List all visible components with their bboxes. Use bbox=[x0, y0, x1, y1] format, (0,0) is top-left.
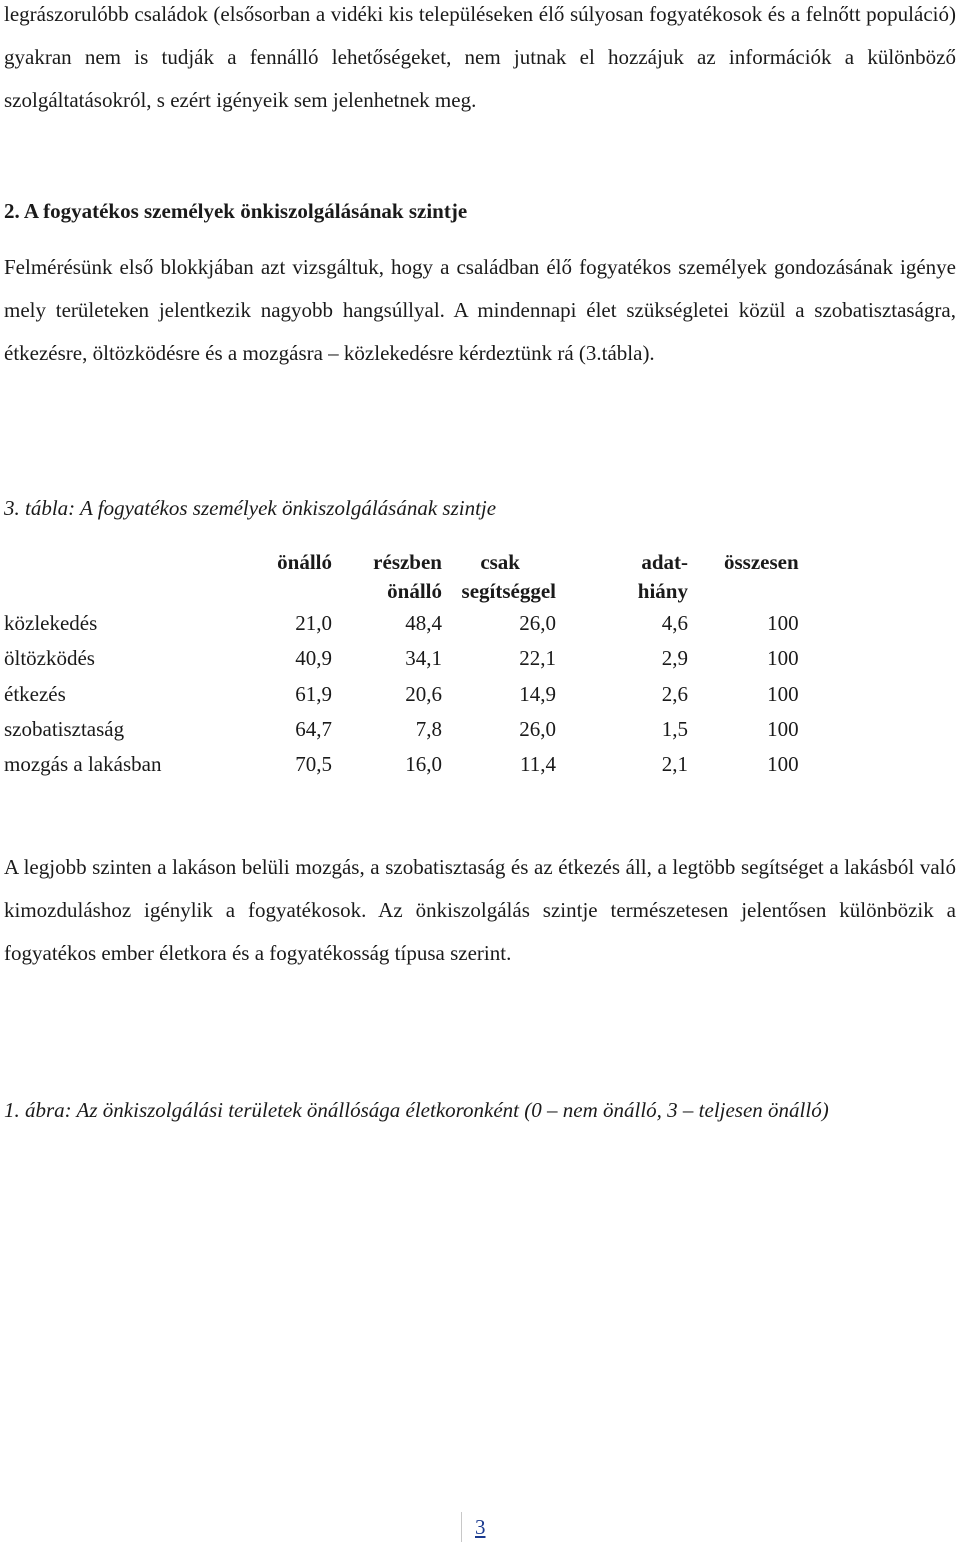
cell-onallo: 70,5 bbox=[295, 752, 332, 777]
header-reszben bbox=[332, 548, 442, 606]
cell-osszesen: 100 bbox=[767, 646, 799, 671]
row-label: mozgás a lakásban bbox=[4, 752, 162, 777]
cell-osszesen: 100 bbox=[767, 681, 799, 706]
self-care-table bbox=[4, 548, 799, 782]
row-label: étkezés bbox=[4, 681, 66, 706]
cell-onallo: 64,7 bbox=[295, 717, 332, 742]
header-onallo bbox=[266, 548, 332, 606]
header-adat-line2: hiány bbox=[637, 579, 688, 603]
table-header-row bbox=[4, 548, 799, 606]
header-osszesen-label: összesen bbox=[724, 550, 799, 574]
header-reszben-line1: részben bbox=[373, 550, 442, 574]
section-heading: 2. A fogyatékos személyek önkiszolgálásának szintje bbox=[4, 199, 468, 223]
row-label: közlekedés bbox=[4, 611, 98, 636]
table-caption: 3. tábla: A fogyatékos személyek önkiszolgálásának szintje bbox=[4, 496, 497, 520]
paragraph-survey: Felmérésünk első blokkjában azt vizsgáltuk, hogy a családban élő fogyatékos személyek gondozásának igénye mely területeken jelentkezik nagyobb hangsúllyal. A mindennapi élet szükségletei közül a szobatisztaságra, étkezésre, öltözködésre és a mozgásra – közlekedésre kérdeztünk rá (3.tábla). bbox=[4, 255, 956, 365]
header-csak-line2: segítséggel bbox=[461, 579, 556, 603]
paragraph-intro: legrászorulóbb családok (elsősorban a vidéki kis településeken élő súlyosan fogyatékosok és a felnőtt populáció) gyakran nem is tudják a fennálló lehetőségeket, nem jutnak el hozzájuk az információk a különböző szolgáltatásokról, s ezért igényeik sem jelenhetnek meg. bbox=[4, 2, 956, 112]
cell-osszesen: 100 bbox=[767, 611, 799, 636]
cell-adat: 4,6 bbox=[661, 611, 688, 636]
cell-adat: 2,9 bbox=[661, 646, 688, 671]
page-number-link[interactable]: 3 bbox=[461, 1512, 486, 1542]
cell-reszben: 16,0 bbox=[405, 752, 442, 777]
cell-csak: 26,0 bbox=[519, 717, 556, 742]
paragraph-results: A legjobb szinten a lakáson belüli mozgás, a szobatisztaság és az étkezés áll, a legtöbb segítséget a lakásból való kimozduláshoz igénylik a fogyatékosok. Az önkiszolgálás szintje természetesen jelentősen különbözik a fogyatékos ember életkora és a fogyatékosság típusa szerint. bbox=[4, 855, 956, 965]
cell-reszben: 7,8 bbox=[415, 717, 442, 742]
header-onallo-label: önálló bbox=[277, 550, 332, 574]
cell-adat: 2,6 bbox=[661, 681, 688, 706]
header-csak-line1: csak bbox=[480, 550, 520, 574]
cell-onallo: 40,9 bbox=[295, 646, 332, 671]
table-row bbox=[4, 712, 799, 747]
row-label: öltözködés bbox=[4, 646, 95, 671]
cell-onallo: 21,0 bbox=[295, 611, 332, 636]
cell-csak: 22,1 bbox=[519, 646, 556, 671]
cell-reszben: 34,1 bbox=[405, 646, 442, 671]
table-row bbox=[4, 606, 799, 641]
table-row bbox=[4, 747, 799, 782]
table-row bbox=[4, 677, 799, 712]
header-adat-line1: adat- bbox=[641, 550, 688, 574]
cell-reszben: 20,6 bbox=[405, 681, 442, 706]
cell-osszesen: 100 bbox=[767, 752, 799, 777]
cell-adat: 2,1 bbox=[661, 752, 688, 777]
cell-csak: 11,4 bbox=[520, 752, 556, 777]
cell-osszesen: 100 bbox=[767, 717, 799, 742]
figure-caption: 1. ábra: Az önkiszolgálási területek önállósága életkoronként (0 – nem önálló, 3 – teljesen önálló) bbox=[4, 1098, 829, 1122]
header-reszben-line2: önálló bbox=[387, 579, 442, 603]
cell-onallo: 61,9 bbox=[295, 681, 332, 706]
header-adat bbox=[556, 548, 688, 606]
table-row bbox=[4, 641, 799, 676]
header-osszesen bbox=[688, 548, 799, 606]
header-csak bbox=[442, 548, 556, 606]
cell-csak: 26,0 bbox=[519, 611, 556, 636]
row-label: szobatisztaság bbox=[4, 717, 125, 742]
header-empty bbox=[4, 548, 266, 606]
cell-csak: 14,9 bbox=[519, 681, 556, 706]
cell-reszben: 48,4 bbox=[405, 611, 442, 636]
cell-adat: 1,5 bbox=[661, 717, 688, 742]
